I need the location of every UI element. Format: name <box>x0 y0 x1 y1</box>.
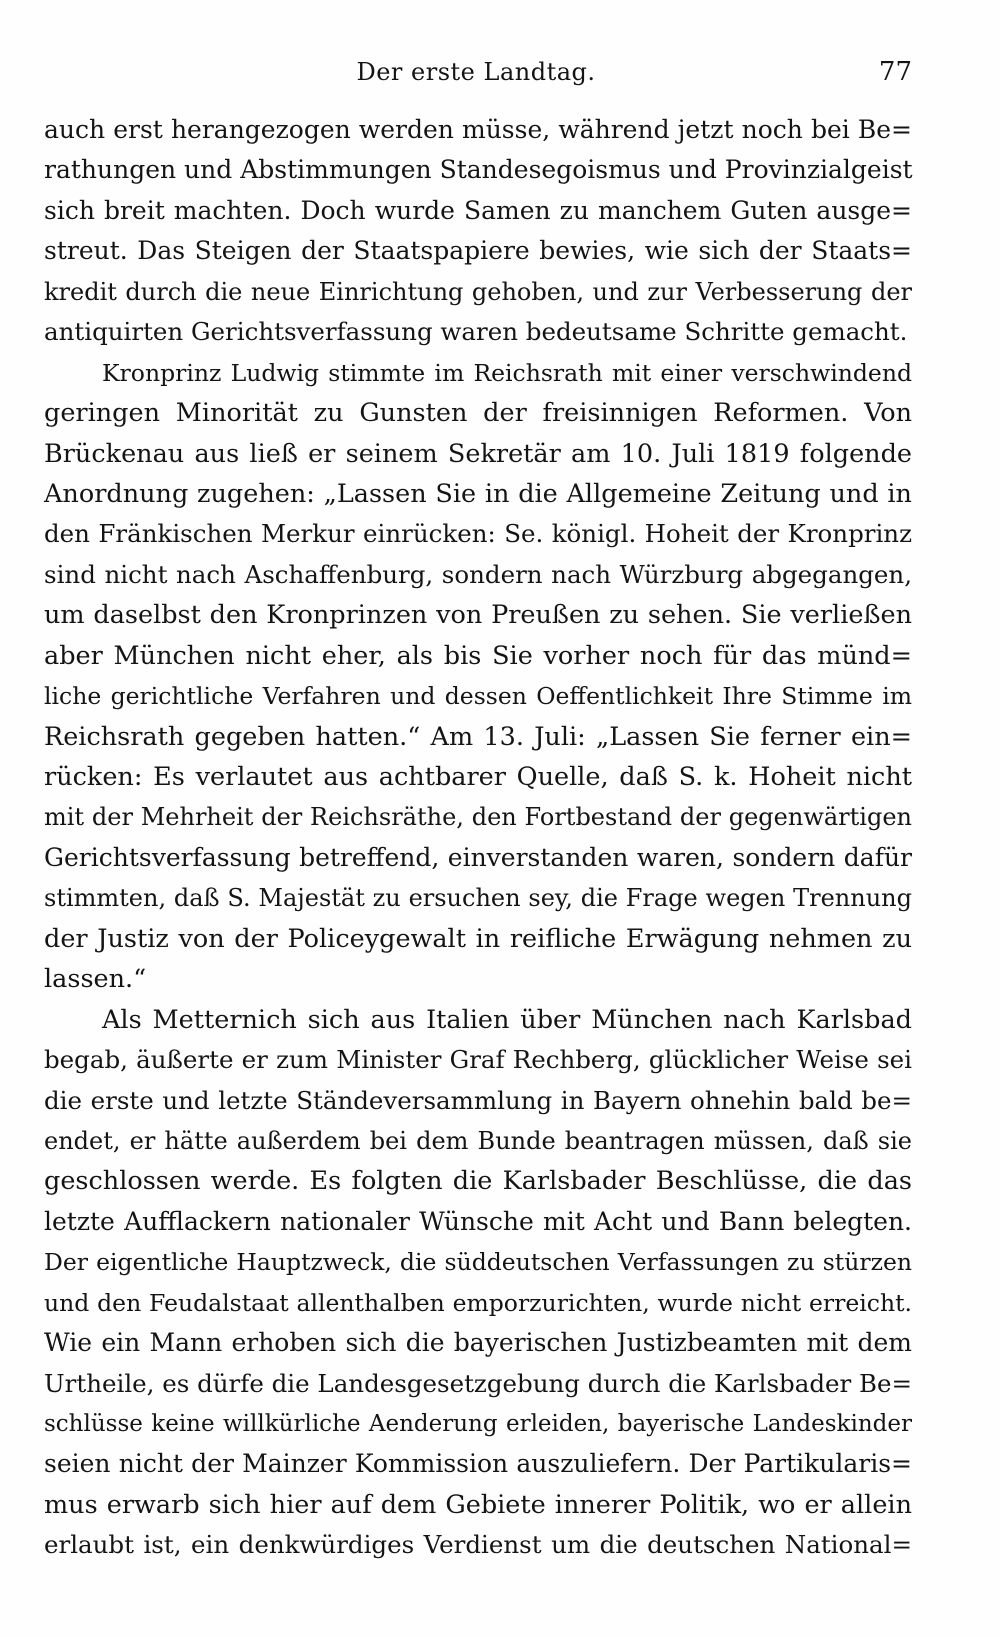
text-line: auch erst herangezogen werden müsse, während jetzt noch bei Be= <box>44 115 912 144</box>
text-line: rathungen und Abstimmungen Standesegoismus und Provinzialgeist <box>44 155 913 185</box>
text-line: Der eigentliche Hauptzweck, die süddeutschen Verfassungen zu stürzen <box>44 1248 912 1277</box>
text-line: streut. Das Steigen der Staatspapiere bewies, wie sich der Staats= <box>44 236 912 266</box>
text-line: mus erwarb sich hier auf dem Gebiete innerer Politik, wo er allein <box>44 1489 912 1520</box>
text-line: der Justiz von der Policeygewalt in reifliche Erwägung nehmen zu <box>44 923 912 954</box>
text-line: Als Metternich sich aus Italien über München nach Karlsbad <box>102 1004 912 1035</box>
text-line: die erste und letzte Ständeversammlung in Bayern ohnehin bald be= <box>44 1085 912 1115</box>
text-line: geringen Minorität zu Gunsten der freisinnigen Reformen. Von <box>44 398 912 429</box>
text-line: begab, äußerte er zum Minister Graf Rechberg, glücklicher Weise sei <box>44 1045 912 1075</box>
text-line: kredit durch die neue Einrichtung gehoben, und zur Verbesserung der <box>44 277 912 306</box>
text-line: aber München nicht eher, als bis Sie vorher noch für das münd= <box>44 640 912 671</box>
body-text <box>44 110 912 1566</box>
running-head <box>40 52 912 92</box>
text-line: mit der Mehrheit der Reichsräthe, den Fortbestand der gegenwärtigen <box>44 803 912 832</box>
text-line: Reichsrath gegeben hatten.“ Am 13. Juli: „Lassen Sie ferner ein= <box>44 721 912 752</box>
text-line: Gerichtsverfassung betreffend, einverstanden waren, sondern dafür <box>44 842 912 872</box>
running-title: Der erste Landtag. <box>356 58 596 86</box>
page-number: 77 <box>878 57 912 87</box>
text-line: den Fränkischen Merkur einrücken: Se. königl. Hoheit der Kronprinz <box>44 519 912 549</box>
text-line: letzte Aufflackern nationaler Wünsche mit Acht und Bann belegten. <box>44 1206 912 1236</box>
text-line: Wie ein Mann erhoben sich die bayerischen Justizbeamten mit dem <box>44 1328 912 1358</box>
text-line: rücken: Es verlautet aus achtbarer Quelle, daß S. k. Hoheit nicht <box>44 762 912 792</box>
text-line: stimmten, daß S. Majestät zu ersuchen sey, die Frage wegen Trennung <box>44 884 912 913</box>
text-line: Urtheile, es dürfe die Landesgesetzgebung durch die Karlsbader Be= <box>44 1368 913 1398</box>
text-line: geschlossen werde. Es folgten die Karlsbader Beschlüsse, die das <box>44 1166 912 1197</box>
text-line: um daselbst den Kronprinzen von Preußen zu sehen. Sie verließen <box>44 600 912 631</box>
text-line: Anordnung zugehen: „Lassen Sie in die Allgemeine Zeitung und in <box>44 478 912 509</box>
text-line: erlaubt ist, ein denkwürdiges Verdienst um die deutschen National= <box>44 1530 912 1560</box>
text-line: sind nicht nach Aschaffenburg, sondern nach Würzburg abgegangen, <box>44 559 912 589</box>
text-line: sich breit machten. Doch wurde Samen zu manchem Guten ausge= <box>44 195 912 225</box>
text-line: und den Feudalstaat allenthalben emporzurichten, wurde nicht erreicht. <box>44 1288 912 1317</box>
text-line: Brückenau aus ließ er seinem Sekretär am 10. Juli 1819 folgende <box>44 438 912 469</box>
text-line: lassen.“ <box>44 964 147 995</box>
text-line: schlüsse keine willkürliche Aenderung erleiden, bayerische Landeskinder <box>44 1411 912 1437</box>
text-line: liche gerichtliche Verfahren und dessen Oeffentlichkeit Ihre Stimme im <box>44 682 912 711</box>
text-line: Kronprinz Ludwig stimmte im Reichsrath mit einer verschwindend <box>102 358 912 387</box>
text-line: antiquirten Gerichtsverfassung waren bedeutsame Schritte gemacht. <box>44 317 908 347</box>
text-line: endet, er hätte außerdem bei dem Bunde beantragen müssen, daß sie <box>44 1126 912 1155</box>
text-line: seien nicht der Mainzer Kommission auszuliefern. Der Partikularis= <box>44 1449 912 1479</box>
